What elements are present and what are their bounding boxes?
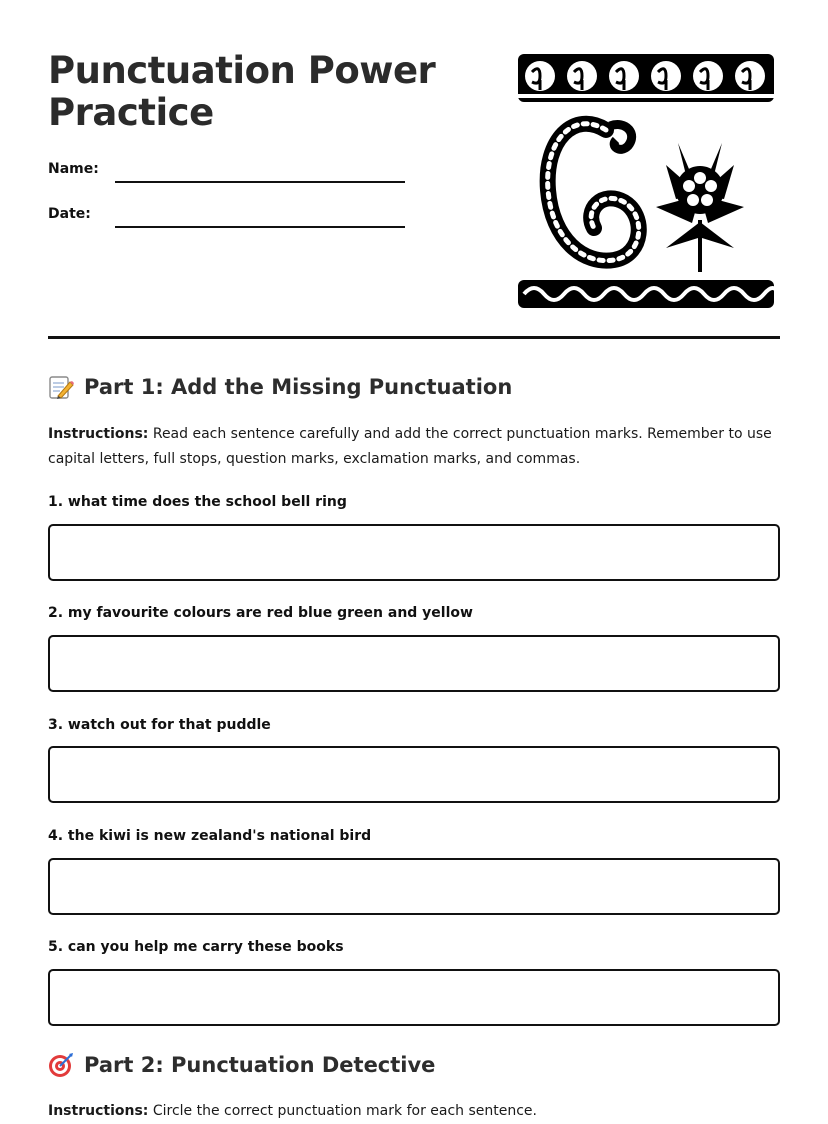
- date-field: [48, 206, 408, 236]
- answer-box-4[interactable]: [48, 858, 780, 915]
- answer-input-5[interactable]: [50, 971, 778, 1024]
- question-3: 3. watch out for that puddle: [48, 717, 271, 733]
- koru-spiral-icon: [548, 124, 639, 261]
- answer-input-3[interactable]: [50, 748, 778, 801]
- koru-pattern-icon: [518, 54, 774, 102]
- answer-input-1[interactable]: [50, 526, 778, 579]
- question-4: 4. the kiwi is new zealand's national bird: [48, 828, 372, 844]
- part1-heading: [48, 374, 512, 400]
- name-writing-line[interactable]: [115, 181, 405, 183]
- name-label: Name:: [48, 161, 99, 177]
- answer-input-4[interactable]: [50, 860, 778, 913]
- answer-box-1[interactable]: [48, 524, 780, 581]
- part1-instructions: [48, 422, 780, 472]
- answer-box-3[interactable]: [48, 746, 780, 803]
- part2-instructions: [48, 1099, 780, 1124]
- answer-box-2[interactable]: [48, 635, 780, 692]
- header-divider: [48, 336, 780, 339]
- part2-heading-text: Part 2: Punctuation Detective: [84, 1053, 436, 1077]
- koru-pattern-icon: [518, 280, 778, 308]
- target-dart-icon: [48, 1052, 74, 1078]
- memo-pencil-icon: [48, 374, 74, 400]
- question-5: 5. can you help me carry these books: [48, 939, 344, 955]
- part2-heading: [48, 1052, 435, 1078]
- part2-instructions-label: Instructions:: [48, 1103, 149, 1119]
- name-field: [48, 161, 408, 191]
- date-label: Date:: [48, 206, 91, 222]
- part2-instructions-text: Circle the correct punctuation mark for each sentence.: [148, 1103, 537, 1119]
- answer-input-2[interactable]: [50, 637, 778, 690]
- question-1: 1. what time does the school bell ring: [48, 494, 347, 510]
- pohutukawa-flower-icon: [656, 143, 744, 272]
- part1-instructions-text: Read each sentence carefully and add the correct punctuation marks. Remember to use capital letters, full stops, question marks, exclamation marks, and commas.: [48, 426, 772, 467]
- answer-box-5[interactable]: [48, 969, 780, 1026]
- maori-artwork: [514, 50, 778, 312]
- part1-instructions-label: Instructions:: [48, 426, 149, 442]
- question-2: 2. my favourite colours are red blue green and yellow: [48, 605, 473, 621]
- date-writing-line[interactable]: [115, 226, 405, 228]
- worksheet-title: Punctuation Power Practice: [48, 49, 436, 134]
- part1-heading-text: Part 1: Add the Missing Punctuation: [84, 375, 513, 399]
